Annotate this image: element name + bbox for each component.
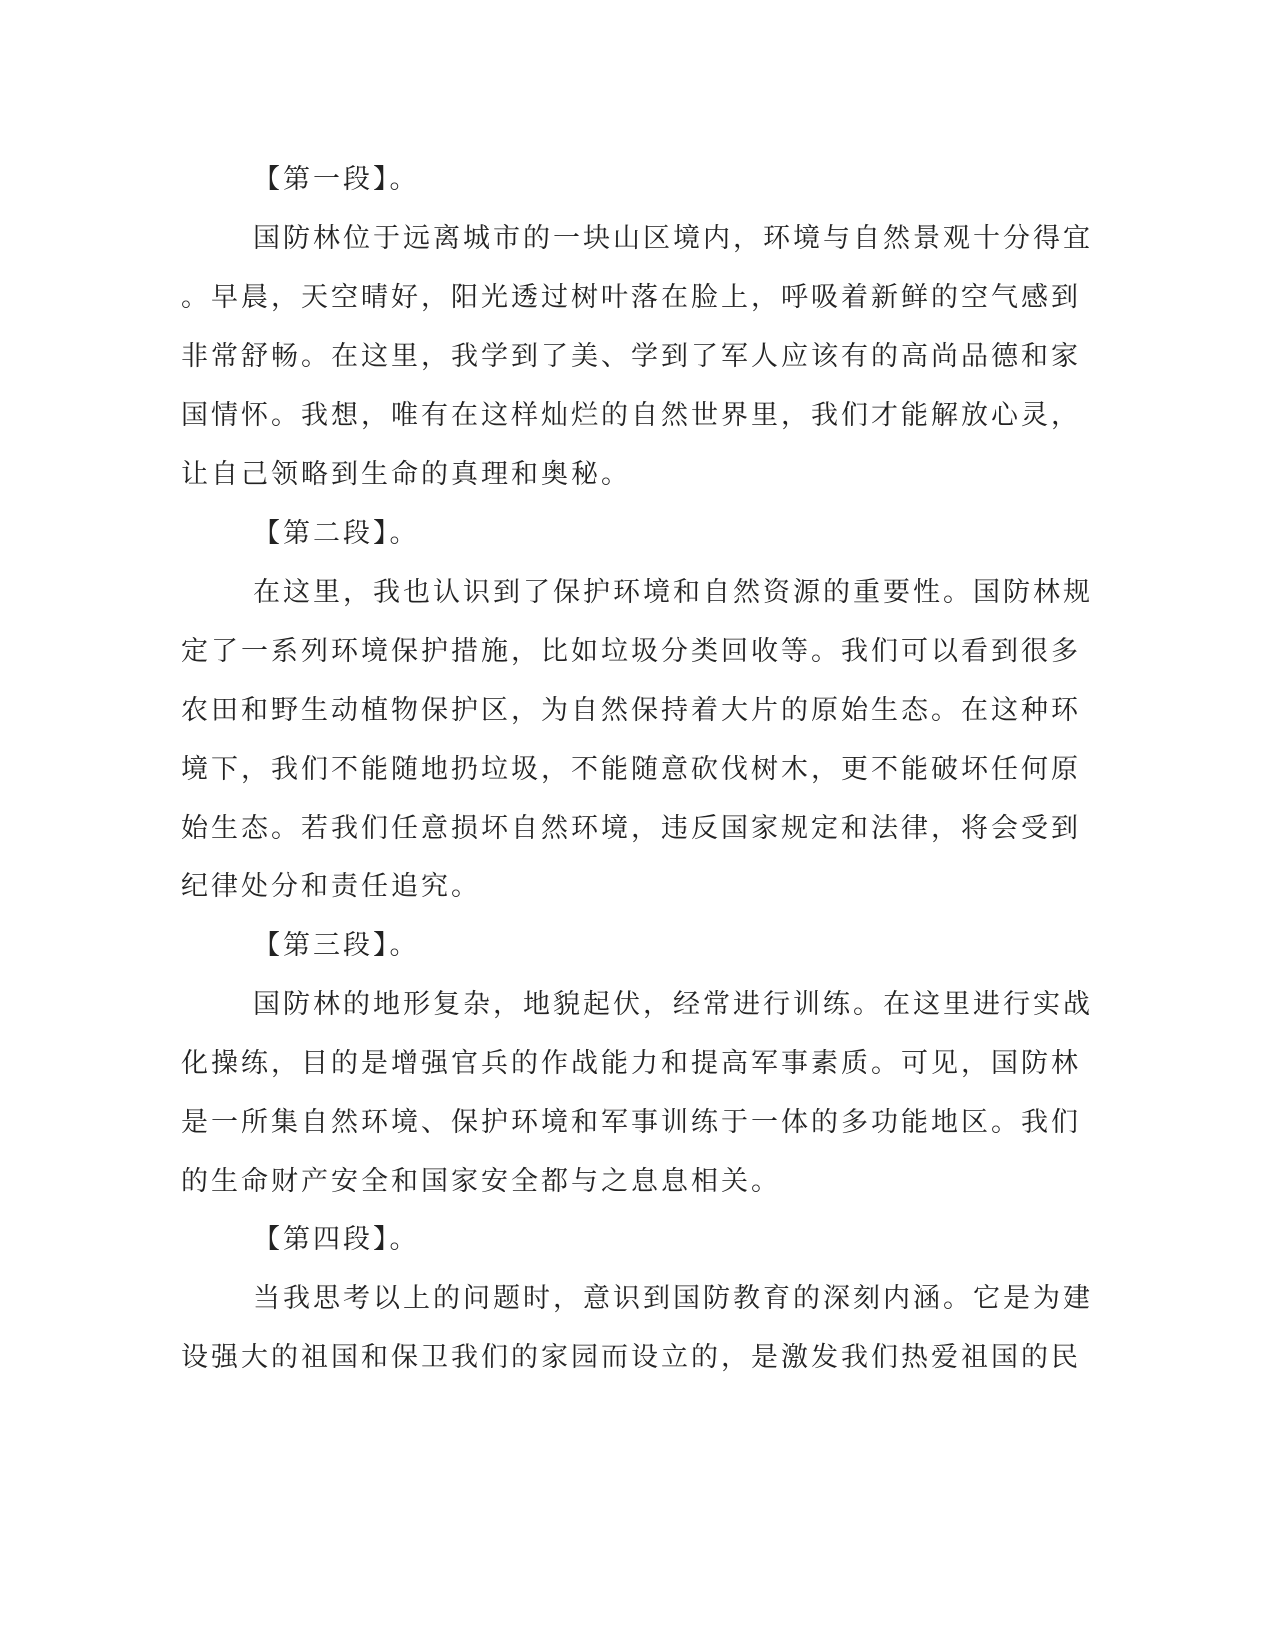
- paragraph-2-line: 定了一系列环境保护措施，比如垃圾分类回收等。我们可以看到很多: [181, 636, 1081, 667]
- paragraph-3-line: 的生命财产安全和国家安全都与之息息相关。: [181, 1166, 781, 1197]
- paragraph-2-line: 农田和野生动植物保护区，为自然保持着大片的原始生态。在这种环: [181, 695, 1081, 726]
- paragraph-2-line: 在这里，我也认识到了保护环境和自然资源的重要性。国防林规: [253, 577, 1093, 608]
- section-heading-3: 【第三段】。: [253, 930, 420, 961]
- paragraph-1-line: 国防林位于远离城市的一块山区境内，环境与自然景观十分得宜: [253, 223, 1093, 254]
- paragraph-1-line: 非常舒畅。在这里，我学到了美、学到了军人应该有的高尚品德和家: [181, 341, 1081, 372]
- paragraph-1-line: 。早晨，天空晴好，阳光透过树叶落在脸上，呼吸着新鲜的空气感到: [181, 282, 1081, 313]
- section-heading-2: 【第二段】。: [253, 518, 420, 549]
- paragraph-4-line: 设强大的祖国和保卫我们的家园而设立的，是激发我们热爱祖国的民: [181, 1342, 1081, 1373]
- paragraph-2-line: 纪律处分和责任追究。: [181, 871, 481, 902]
- paragraph-1-line: 让自己领略到生命的真理和奥秘。: [181, 459, 631, 490]
- section-heading-1: 【第一段】。: [253, 164, 420, 195]
- section-heading-4: 【第四段】。: [253, 1224, 420, 1255]
- paragraph-1-line: 国情怀。我想，唯有在这样灿烂的自然世界里，我们才能解放心灵，: [181, 400, 1081, 431]
- paragraph-3-line: 国防林的地形复杂，地貌起伏，经常进行训练。在这里进行实战: [253, 989, 1093, 1020]
- paragraph-4-line: 当我思考以上的问题时，意识到国防教育的深刻内涵。它是为建: [253, 1283, 1093, 1314]
- paragraph-2-line: 境下，我们不能随地扔垃圾，不能随意砍伐树木，更不能破坏任何原: [181, 754, 1081, 785]
- paragraph-3-line: 是一所集自然环境、保护环境和军事训练于一体的多功能地区。我们: [181, 1107, 1081, 1138]
- paragraph-3-line: 化操练，目的是增强官兵的作战能力和提高军事素质。可见，国防林: [181, 1048, 1081, 1079]
- paragraph-2-line: 始生态。若我们任意损坏自然环境，违反国家规定和法律，将会受到: [181, 813, 1081, 844]
